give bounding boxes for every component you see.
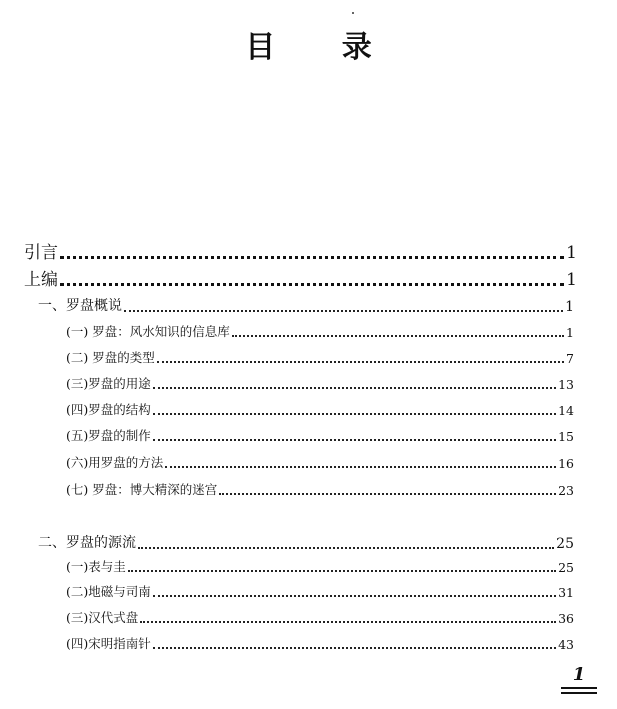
toc-entry-label: (四)宋明指南针 [66, 636, 151, 651]
toc-entry-page: 16 [558, 456, 574, 471]
toc-entry-label: (四)罗盘的结构 [66, 402, 151, 417]
toc-entry[interactable] [24, 238, 577, 263]
leader-dots [153, 595, 556, 597]
toc-entry-label: (六)用罗盘的方法 [66, 455, 164, 470]
leader-dots [60, 256, 564, 259]
toc-entry[interactable] [24, 265, 577, 290]
leader-dots [165, 466, 556, 468]
leader-dots [232, 335, 564, 337]
toc-entry[interactable] [66, 348, 574, 366]
toc-entry-page: 15 [558, 429, 574, 444]
toc-entry-page: 13 [558, 377, 574, 392]
toc-entry[interactable] [66, 453, 574, 471]
toc-entry-label: (一)表与圭 [66, 559, 126, 574]
toc-entry[interactable] [66, 322, 574, 340]
toc-entry-label: 上编 [24, 270, 58, 290]
leader-dots [153, 413, 556, 415]
toc-entry[interactable] [66, 608, 574, 626]
leader-dots [60, 283, 564, 286]
leader-dots [124, 310, 563, 312]
toc-entry-label: (三)罗盘的用途 [66, 376, 151, 391]
toc-entry[interactable] [66, 557, 574, 575]
toc-entry-label: 一、罗盘概说 [38, 298, 122, 314]
toc-entry-page: 14 [558, 403, 574, 418]
toc-entry[interactable] [38, 295, 574, 315]
toc-entry-page: 1 [566, 243, 577, 263]
toc-entry-page: 31 [558, 585, 574, 600]
toc-entry-label: 二、罗盘的源流 [38, 535, 136, 551]
toc-entry[interactable] [66, 426, 574, 444]
page-title: 目 录 [245, 30, 400, 65]
leader-dots [138, 547, 554, 549]
toc-entry-page: 25 [556, 536, 574, 552]
toc-entry-label: (一) 罗盘：风水知识的信息库 [66, 324, 230, 339]
toc-entry-page: 23 [558, 483, 574, 498]
toc-entry-page: 1 [566, 270, 577, 290]
leader-dots [219, 493, 556, 495]
toc-entry[interactable] [38, 532, 574, 552]
page-number-rule [561, 692, 597, 694]
toc-entry[interactable] [66, 374, 574, 392]
toc-entry-label: (二)地磁与司南 [66, 584, 151, 599]
toc-entry-page: 36 [558, 611, 574, 626]
leader-dots [153, 647, 556, 649]
toc-entry-label: 引言 [24, 243, 58, 263]
toc-entry-page: 1 [566, 325, 574, 340]
leader-dots [153, 439, 556, 441]
toc-entry-page: 25 [558, 560, 574, 575]
toc-entry[interactable] [66, 634, 574, 652]
toc-entry-page: 7 [566, 351, 574, 366]
toc-entry[interactable] [66, 582, 574, 600]
toc-entry[interactable] [66, 400, 574, 418]
toc-entry-label: (七) 罗盘：博大精深的迷宫 [66, 482, 218, 497]
toc-entry-label: (三)汉代式盘 [66, 610, 139, 625]
leader-dots [157, 361, 564, 363]
leader-dots [153, 387, 556, 389]
page-number: 1 [572, 664, 586, 685]
toc-entry-page: 1 [565, 299, 574, 315]
leader-dots [128, 570, 556, 572]
toc-entry[interactable] [66, 480, 574, 498]
toc-entry-label: (五)罗盘的制作 [66, 428, 151, 443]
page-number-rule [561, 687, 597, 689]
toc-entry-page: 43 [558, 637, 574, 652]
leader-dots [140, 621, 556, 623]
toc-entry-label: (二) 罗盘的类型 [66, 350, 155, 365]
